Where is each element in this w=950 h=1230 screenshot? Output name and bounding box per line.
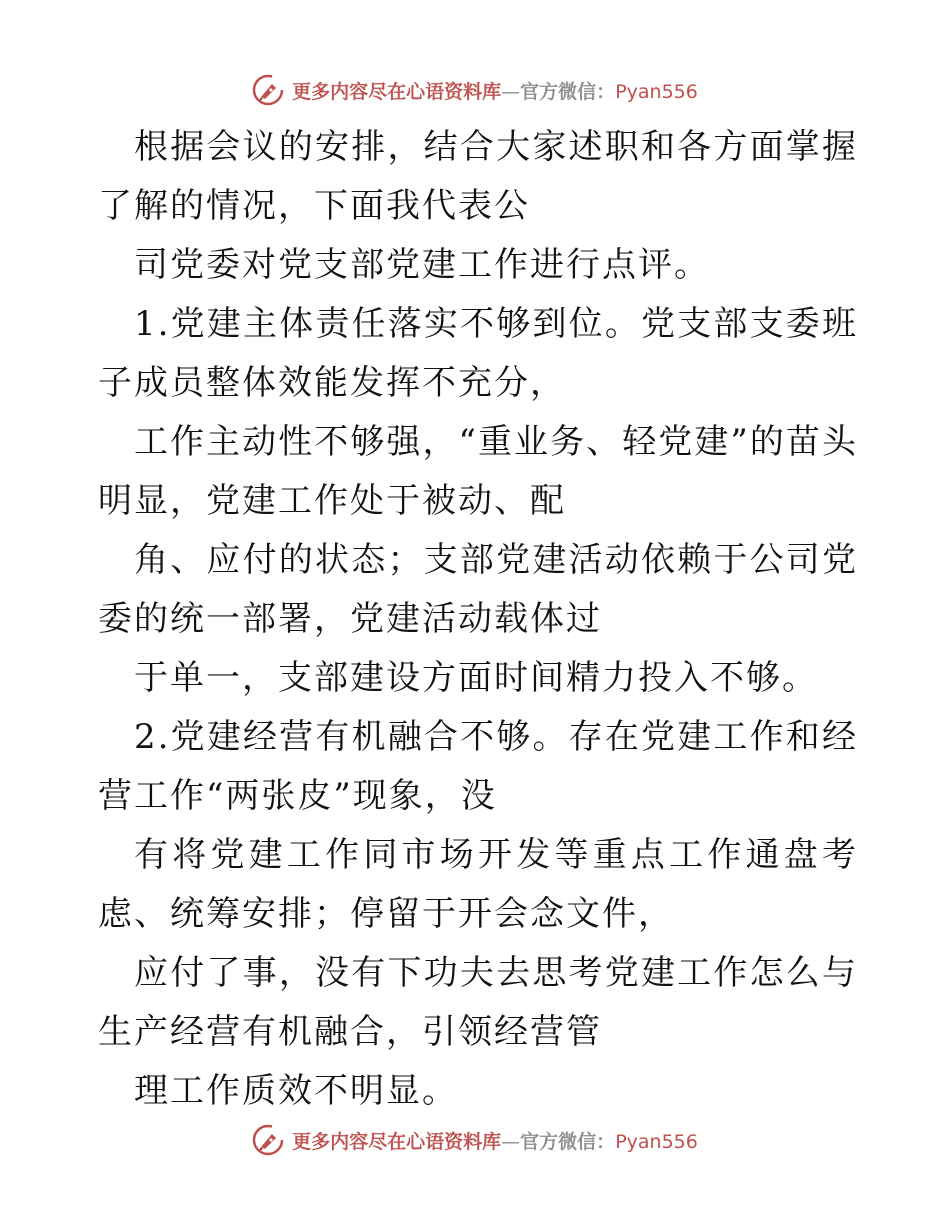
pen-nib-icon (252, 1124, 284, 1156)
document-body (98, 118, 858, 1121)
paragraph: 于单一，支部建设方面时间精力投入不够。 (134, 658, 818, 698)
header-official-text: 官方微信： (520, 80, 616, 103)
footer-wechat-id: Pyan556 (615, 1130, 698, 1153)
pen-nib-icon (252, 74, 284, 106)
page-header-banner (0, 70, 950, 110)
paragraph: 1.党建主体责任落实不够到位。党支部支委班子成员整体效能发挥不充分， (98, 304, 858, 403)
paragraph: 理工作质效不明显。 (134, 1071, 458, 1111)
footer-official-text: 官方微信： (520, 1130, 616, 1153)
paragraph: 司党委对党支部党建工作进行点评。 (134, 245, 710, 285)
header-banner-text (292, 77, 698, 104)
paragraph: 有将党建工作同市场开发等重点工作通盘考虑、统筹安排；停留于开会念文件， (98, 835, 858, 934)
footer-banner-text (292, 1127, 698, 1154)
header-site-text: 更多内容尽在心语资料库 (292, 80, 502, 103)
paragraph: 2.党建经营有机融合不够。存在党建工作和经营工作“两张皮”现象，没 (98, 717, 858, 816)
paragraph: 角、应付的状态；支部党建活动依赖于公司党委的统一部署，党建活动载体过 (98, 540, 858, 639)
paragraph: 应付了事，没有下功夫去思考党建工作怎么与生产经营有机融合，引领经营管 (98, 953, 858, 1052)
header-wechat-id: Pyan556 (615, 80, 698, 103)
footer-site-text: 更多内容尽在心语资料库 (292, 1130, 502, 1153)
footer-dash: — (501, 1130, 521, 1153)
page-footer-banner (0, 1120, 950, 1160)
paragraph: 工作主动性不够强，“重业务、轻党建”的苗头明显，党建工作处于被动、配 (98, 422, 858, 521)
header-dash: — (501, 80, 521, 103)
paragraph: 根据会议的安排，结合大家述职和各方面掌握了解的情况，下面我代表公 (98, 127, 858, 226)
